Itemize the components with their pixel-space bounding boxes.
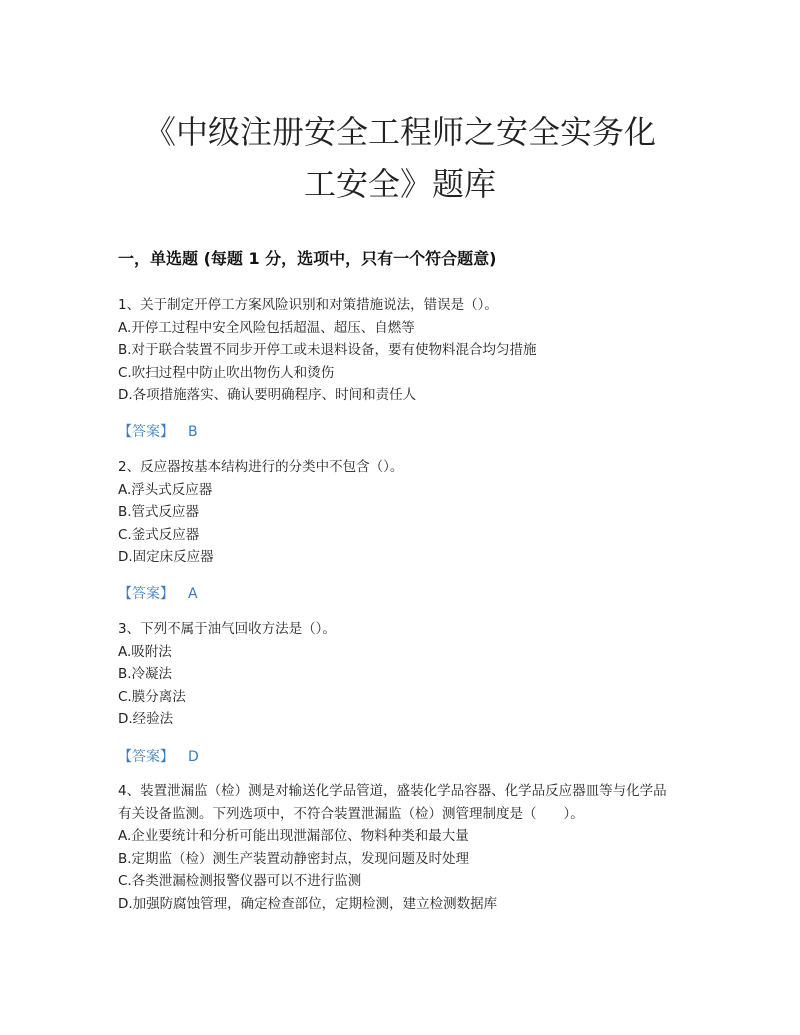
option-c: C.膜分离法 (118, 688, 186, 705)
answer-label: 【答案】 (118, 586, 174, 602)
answer-3 (118, 746, 199, 766)
option-d: D.经验法 (118, 711, 174, 727)
question-stem: 3、下列不属于油气回收方法是（）。 (118, 621, 336, 637)
document-title (80, 106, 720, 210)
section-heading: 一，单选题 (每题 1 分，选项中，只有一个符合题意) (118, 249, 497, 268)
option-d: D.各项措施落实、确认要明确程序、时间和责任人 (118, 387, 417, 403)
answer-label: 【答案】 (118, 749, 174, 765)
option-c: C.各类泄漏检测报警仪器可以不进行监测 (118, 873, 362, 889)
question-stem: 4、装置泄漏监（检）测是对输送化学品管道，盛装化学品容器、化学品反应器皿等与化学品有关设备监测。下列选项中，不符合装置泄漏监（检）测管理制度是（ ）。 (118, 783, 667, 822)
option-d: D.固定床反应器 (118, 549, 214, 565)
question-stem: 1、关于制定开停工方案风险识别和对策措施说法，错误是（）。 (118, 297, 498, 313)
answer-label: 【答案】 (118, 424, 174, 440)
option-d: D.加强防腐蚀管理，确定检查部位，定期检测，建立检测数据库 (118, 895, 498, 912)
option-a: A.吸附法 (118, 643, 172, 660)
question-2 (118, 456, 678, 569)
question-3 (118, 618, 678, 731)
question-4 (118, 780, 678, 915)
option-a: A.企业要统计和分析可能出现泄漏部位、物料种类和最大量 (118, 828, 469, 844)
question-stem: 2、反应器按基本结构进行的分类中不包含（）。 (118, 459, 404, 475)
document-title-line-1: 《中级注册安全工程师之安全实务化 (143, 113, 656, 151)
option-b: B.定期监（检）测生产装置动静密封点，发现问题及时处理 (118, 850, 470, 867)
question-1 (118, 294, 678, 407)
option-a: A.开停工过程中安全风险包括超温、超压、自燃等 (118, 319, 415, 336)
option-a: A.浮头式反应器 (118, 481, 213, 498)
answer-value: B (188, 424, 198, 440)
option-b: B.管式反应器 (118, 504, 200, 520)
option-c: C.釜式反应器 (118, 526, 200, 543)
option-b: B.对于联合装置不同步开停工或未退料设备，要有使物料混合均匀措施 (118, 342, 537, 358)
option-b: B.冷凝法 (118, 666, 173, 682)
answer-2 (118, 583, 198, 603)
document-title-line-2: 工安全》题库 (303, 165, 496, 203)
option-c: C.吹扫过程中防止吹出物伤人和烫伤 (118, 364, 335, 381)
answer-1 (118, 421, 198, 441)
answer-value: D (188, 749, 199, 765)
answer-value: A (188, 586, 198, 602)
